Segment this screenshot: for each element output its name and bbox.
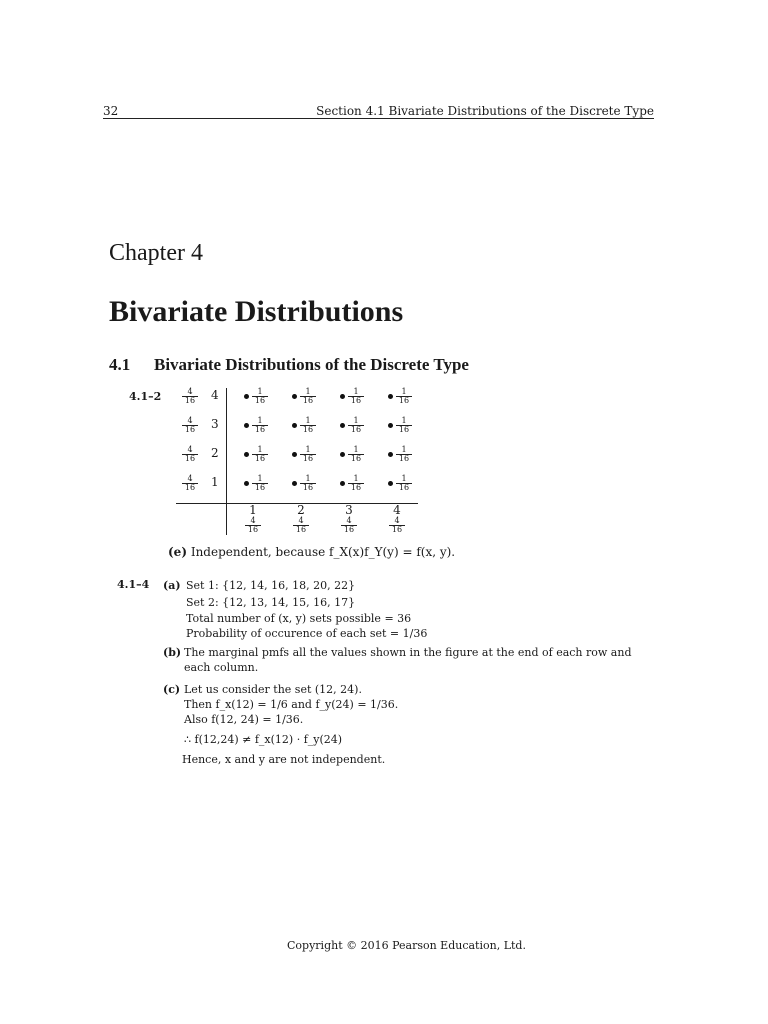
grid-point — [292, 481, 297, 486]
row-marginal-prob: $\frac{4}{16}$ — [182, 446, 198, 463]
y-value: 3 — [211, 417, 219, 431]
running-title: Section 4.1 Bivariate Distributions of the Discrete Type — [316, 104, 654, 118]
x-value: 1 — [249, 503, 257, 517]
part-c-line: ∴ f(12,24) ≠ f_x(12) · f_y(24) — [184, 733, 343, 746]
grid-point — [244, 481, 249, 486]
section-heading — [109, 355, 469, 375]
grid-point — [292, 423, 297, 428]
y-value: 1 — [211, 475, 219, 489]
chapter-label: Chapter 4 — [109, 240, 203, 266]
cell-prob: $\frac{1}{16}$ — [348, 388, 364, 405]
part-e-text: Independent, because f_X(x)f_Y(y) = f(x, y). — [190, 545, 456, 559]
cell-prob: $\frac{1}{16}$ — [252, 446, 268, 463]
cell-prob: $\frac{1}{16}$ — [348, 446, 364, 463]
part-a-line: Set 1: {12, 14, 16, 18, 20, 22} — [186, 579, 356, 592]
grid-point — [244, 394, 249, 399]
part-c-line: Hence, x and y are not independent. — [182, 753, 386, 766]
row-marginal-prob: $\frac{4}{16}$ — [182, 475, 198, 492]
part-e — [168, 545, 455, 560]
chapter-title: Bivariate Distributions — [109, 295, 404, 328]
part-c-label: (c) — [163, 683, 181, 696]
grid-point — [340, 394, 345, 399]
cell-prob: $\frac{1}{16}$ — [300, 417, 316, 434]
grid-vertical-axis — [226, 388, 227, 535]
cell-prob: $\frac{1}{16}$ — [348, 417, 364, 434]
problem-label-4-1-4: 4.1–4 — [117, 578, 150, 591]
part-c-line: Then f_x(12) = 1/6 and f_y(24) = 1/36. — [184, 698, 399, 711]
part-b-label: (b) — [163, 646, 182, 659]
grid-point — [244, 452, 249, 457]
part-a-line: Set 2: {12, 13, 14, 15, 16, 17} — [186, 596, 356, 609]
cell-prob: $\frac{1}{16}$ — [252, 475, 268, 492]
y-value: 2 — [211, 446, 219, 460]
cell-prob: $\frac{1}{16}$ — [396, 417, 412, 434]
page-number: 32 — [103, 104, 119, 118]
grid-point — [388, 394, 393, 399]
column-marginal-prob: $\frac{4}{16}$ — [341, 517, 357, 534]
grid-point — [340, 423, 345, 428]
cell-prob: $\frac{1}{16}$ — [396, 388, 412, 405]
grid-point — [388, 481, 393, 486]
part-c-line: Let us consider the set (12, 24). — [184, 683, 362, 696]
cell-prob: $\frac{1}{16}$ — [252, 417, 268, 434]
grid-point — [292, 452, 297, 457]
column-marginal-prob: $\frac{4}{16}$ — [389, 517, 405, 534]
copyright: Copyright © 2016 Pearson Education, Ltd. — [287, 939, 526, 952]
grid-point — [292, 394, 297, 399]
grid-point — [388, 452, 393, 457]
cell-prob: $\frac{1}{16}$ — [300, 388, 316, 405]
row-marginal-prob: $\frac{4}{16}$ — [182, 388, 198, 405]
cell-prob: $\frac{1}{16}$ — [252, 388, 268, 405]
grid-point — [244, 423, 249, 428]
part-b-line: The marginal pmfs all the values shown in the figure at the end of each row and — [184, 646, 632, 659]
part-a-line: Probability of occurence of each set = 1/36 — [186, 627, 428, 640]
part-a-label: (a) — [163, 579, 181, 592]
grid-point — [388, 423, 393, 428]
part-b-line: each column. — [184, 661, 259, 674]
x-value: 4 — [393, 503, 401, 517]
grid-point — [340, 452, 345, 457]
grid-point — [340, 481, 345, 486]
cell-prob: $\frac{1}{16}$ — [300, 475, 316, 492]
cell-prob: $\frac{1}{16}$ — [396, 475, 412, 492]
problem-label-4-1-2: 4.1–2 — [129, 390, 162, 403]
x-value: 3 — [345, 503, 353, 517]
part-a-line: Total number of (x, y) sets possible = 36 — [186, 612, 412, 625]
row-marginal-prob: $\frac{4}{16}$ — [182, 417, 198, 434]
x-value: 2 — [297, 503, 305, 517]
section-title: Bivariate Distributions of the Discrete Type — [154, 355, 469, 374]
column-marginal-prob: $\frac{4}{16}$ — [293, 517, 309, 534]
cell-prob: $\frac{1}{16}$ — [300, 446, 316, 463]
cell-prob: $\frac{1}{16}$ — [348, 475, 364, 492]
cell-prob: $\frac{1}{16}$ — [396, 446, 412, 463]
y-value: 4 — [211, 388, 219, 402]
column-marginal-prob: $\frac{4}{16}$ — [245, 517, 261, 534]
part-e-label: (e) — [168, 545, 187, 559]
header-rule — [103, 118, 654, 119]
part-c-line: Also f(12, 24) = 1/36. — [184, 713, 304, 726]
section-number: 4.1 — [109, 355, 131, 374]
